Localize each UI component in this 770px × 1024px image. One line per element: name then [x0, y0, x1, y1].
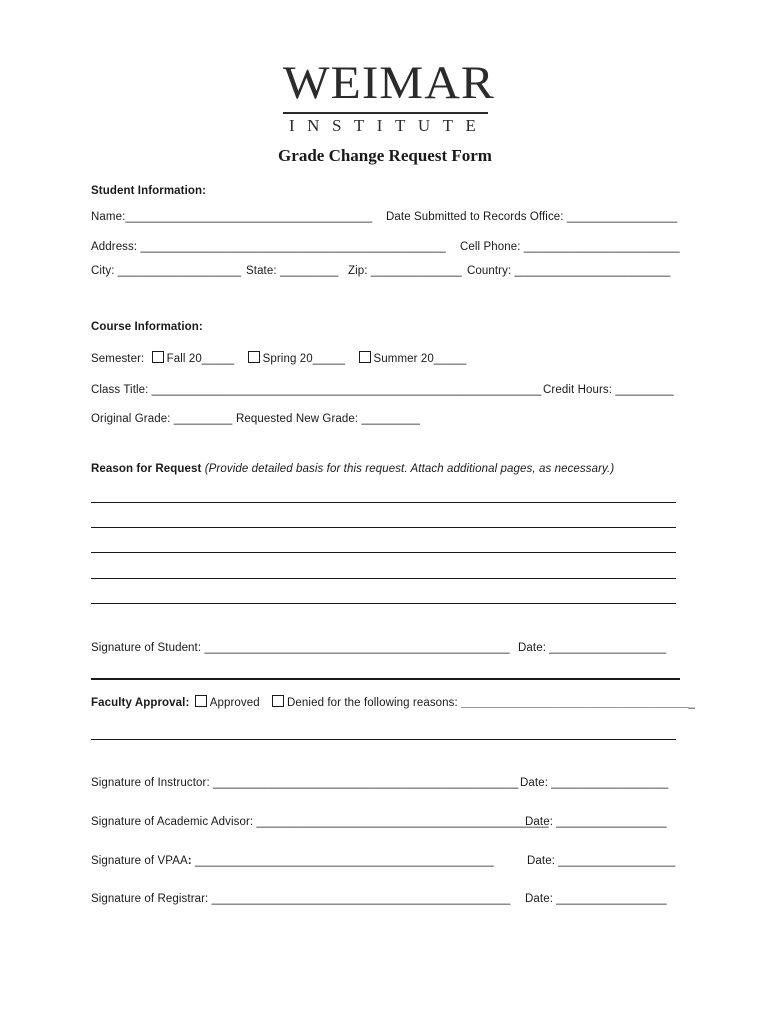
- logo-wordmark: WEIMAR: [283, 57, 495, 109]
- address-field[interactable]: Address: _______________________________________________: [91, 241, 446, 253]
- faculty-approval-heading: Faculty Approval:: [91, 697, 190, 709]
- logo-divider: [283, 112, 488, 114]
- reason-line-5[interactable]: [91, 603, 676, 604]
- semester-row: [91, 351, 466, 365]
- faculty-reason-line[interactable]: [91, 739, 676, 740]
- spring-checkbox[interactable]: [248, 351, 260, 363]
- student-signature-date[interactable]: Date: __________________: [518, 642, 667, 654]
- course-info-heading: Course Information:: [91, 321, 203, 333]
- reason-line-2[interactable]: [91, 527, 676, 528]
- vpaa-colon: :: [187, 855, 192, 867]
- form-title: Grade Change Request Form: [278, 146, 492, 165]
- logo-subtitle: INSTITUTE: [289, 116, 489, 135]
- credit-hours-field[interactable]: Credit Hours: _________: [543, 384, 674, 396]
- registrar-signature-date[interactable]: Date: _________________: [525, 893, 667, 905]
- country-field[interactable]: Country: ________________________: [467, 265, 671, 277]
- instructor-signature-field[interactable]: Signature of Instructor: _______________________________________________: [91, 777, 519, 789]
- state-field[interactable]: State: _________: [246, 265, 339, 277]
- vpaa-signature-line: ______________________________________________: [191, 855, 494, 867]
- reason-line-1[interactable]: [91, 502, 676, 503]
- reason-line-4[interactable]: [91, 578, 676, 579]
- vpaa-signature-label: Signature of VPAA: [91, 855, 188, 867]
- summer-checkbox[interactable]: [359, 351, 371, 363]
- student-signature-field[interactable]: Signature of Student: _______________________________________________: [91, 642, 510, 654]
- zip-field[interactable]: Zip: ______________: [348, 265, 462, 277]
- vpaa-signature-field[interactable]: [91, 855, 494, 867]
- city-field[interactable]: City: ___________________: [91, 265, 242, 277]
- original-grade-field[interactable]: Original Grade: _________: [91, 413, 233, 425]
- requested-grade-field[interactable]: Requested New Grade: _________: [236, 413, 420, 425]
- advisor-signature-field[interactable]: Signature of Academic Advisor: _____________________________________________: [91, 816, 549, 828]
- instructor-signature-date[interactable]: Date: __________________: [520, 777, 669, 789]
- reason-note: (Provide detailed basis for this request. Attach additional pages, as necessary.): [204, 463, 615, 475]
- faculty-approval-row: [91, 695, 695, 709]
- denied-reason-line[interactable]: ___________________________________: [461, 697, 689, 709]
- denied-label: Denied for the following reasons:: [287, 697, 458, 709]
- summer-label: Summer 20_____: [373, 353, 467, 365]
- fall-label: Fall 20_____: [166, 353, 235, 365]
- reason-line-3[interactable]: [91, 552, 676, 553]
- reason-heading: Reason for Request: [91, 463, 202, 475]
- fall-checkbox[interactable]: [152, 351, 164, 363]
- approved-checkbox[interactable]: [195, 695, 207, 707]
- denied-reason-tail: _: [688, 697, 695, 709]
- registrar-signature-field[interactable]: Signature of Registrar: ______________________________________________: [91, 893, 511, 905]
- spring-label: Spring 20_____: [262, 353, 346, 365]
- semester-label: Semester:: [91, 353, 145, 365]
- reason-heading-row: [91, 463, 614, 475]
- class-title-field[interactable]: Class Title: ____________________________________________________________: [91, 384, 542, 396]
- approved-label: Approved: [209, 697, 260, 709]
- section-divider: [91, 678, 680, 680]
- denied-checkbox[interactable]: [272, 695, 284, 707]
- vpaa-signature-date[interactable]: Date: __________________: [527, 855, 676, 867]
- date-submitted-field[interactable]: Date Submitted to Records Office: _________________: [386, 211, 678, 223]
- student-info-heading: Student Information:: [91, 185, 207, 197]
- advisor-signature-date[interactable]: Date: _________________: [525, 816, 667, 828]
- cell-phone-field[interactable]: Cell Phone: ________________________: [460, 241, 680, 253]
- name-field[interactable]: Name:______________________________________: [91, 211, 373, 223]
